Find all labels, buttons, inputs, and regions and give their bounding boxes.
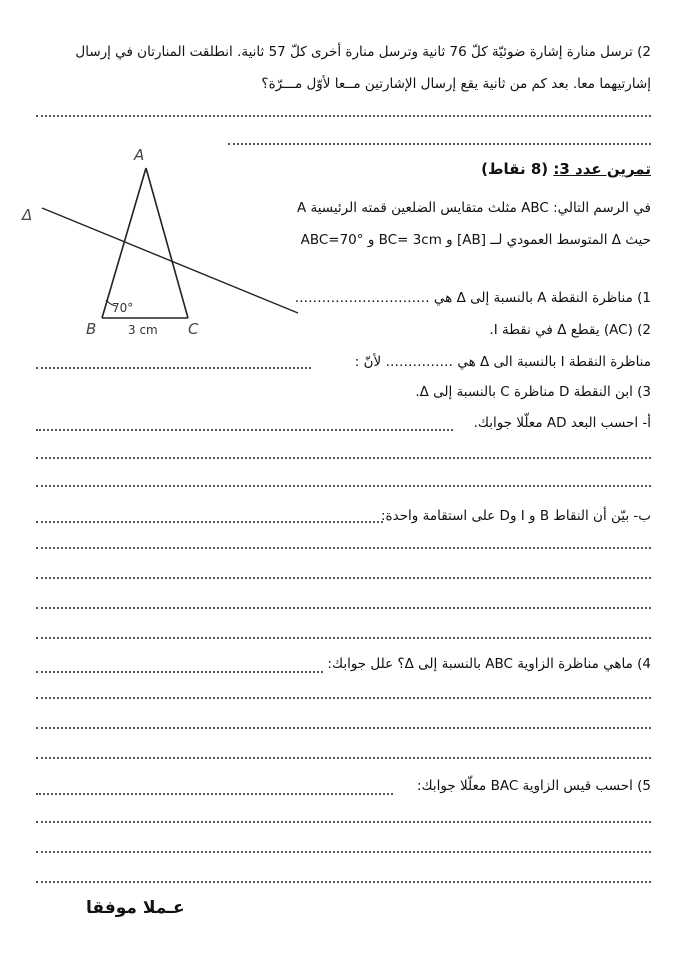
answer-line [36, 820, 651, 823]
question-5: 5) احسب قيس الزاوية BAC معلّلا جوابك: [416, 778, 651, 794]
answer-line [36, 726, 651, 729]
intro-line1: في الرسم التالي: ABC مثلث متقايس الضلعين قمته الرئيسية A [296, 200, 651, 216]
answer-line [36, 696, 651, 699]
question-2b: مناظرة النقطة I بالنسبة الى Δ هي …………… لأنّ : [354, 354, 651, 370]
label-delta: Δ [22, 206, 33, 224]
label-b: B [86, 320, 97, 338]
answer-line [36, 456, 651, 459]
answer-line [36, 850, 651, 853]
side-label: 3 cm [128, 323, 158, 337]
answer-line [36, 484, 651, 487]
question-3a: أ- احسب البعد AD معلّلا جوابك. [473, 415, 651, 431]
answer-line [36, 576, 651, 579]
exercise-title [481, 160, 651, 178]
answer-line [36, 428, 453, 431]
closing-text: عـملا موفقا [86, 898, 185, 918]
answer-line [36, 606, 651, 609]
answer-line [36, 114, 651, 117]
answer-line [36, 636, 651, 639]
q2-line1: 2) ترسل منارة إشارة ضوئيّة كلّ 76 ثانية وترسل منارة أخرى كلّ 57 ثانية. انطلقت المنارتان في إرسال [75, 44, 651, 60]
exercise-number: تمرين عدد 3: [553, 160, 651, 178]
question-3b: ب- بيّن أن النقاط B و I وD على استقامة واحدة: [381, 508, 651, 524]
angle-label: 70° [112, 301, 134, 315]
answer-line [36, 366, 311, 369]
delta-line [42, 208, 298, 313]
answer-line [36, 546, 651, 549]
triangle-figure [20, 138, 310, 343]
exercise-points: (8 نقاط) [481, 160, 549, 178]
answer-line [36, 756, 651, 759]
q2-line2: إشارتيهما معا. بعد كم من ثانية يقع إرسال الإشارتين مــعا لأوّل مـــرّة؟ [261, 76, 651, 92]
side-ab [102, 168, 146, 318]
side-ac [146, 168, 188, 318]
label-c: C [188, 320, 199, 338]
label-a: A [134, 146, 145, 164]
intro-line2: حيث Δ المتوسط العمودي لــ [AB] و BC= 3cm و ABC=70° [300, 232, 651, 248]
question-3: 3) ابن النقطة D مناظرة C بالنسبة إلى Δ. [415, 384, 651, 400]
answer-line [36, 670, 323, 673]
question-4: 4) ماهي مناظرة الزاوية ABC بالنسبة إلى Δ؟ علل جوابك: [327, 656, 651, 672]
answer-line [36, 792, 393, 795]
question-2: 2) (AC) يقطع Δ في نقطة I. [489, 322, 651, 338]
question-1: 1) مناظرة النقطة A بالنسبة إلى Δ هي ………………………… [294, 290, 651, 306]
answer-line [36, 520, 383, 523]
answer-line [36, 880, 651, 883]
